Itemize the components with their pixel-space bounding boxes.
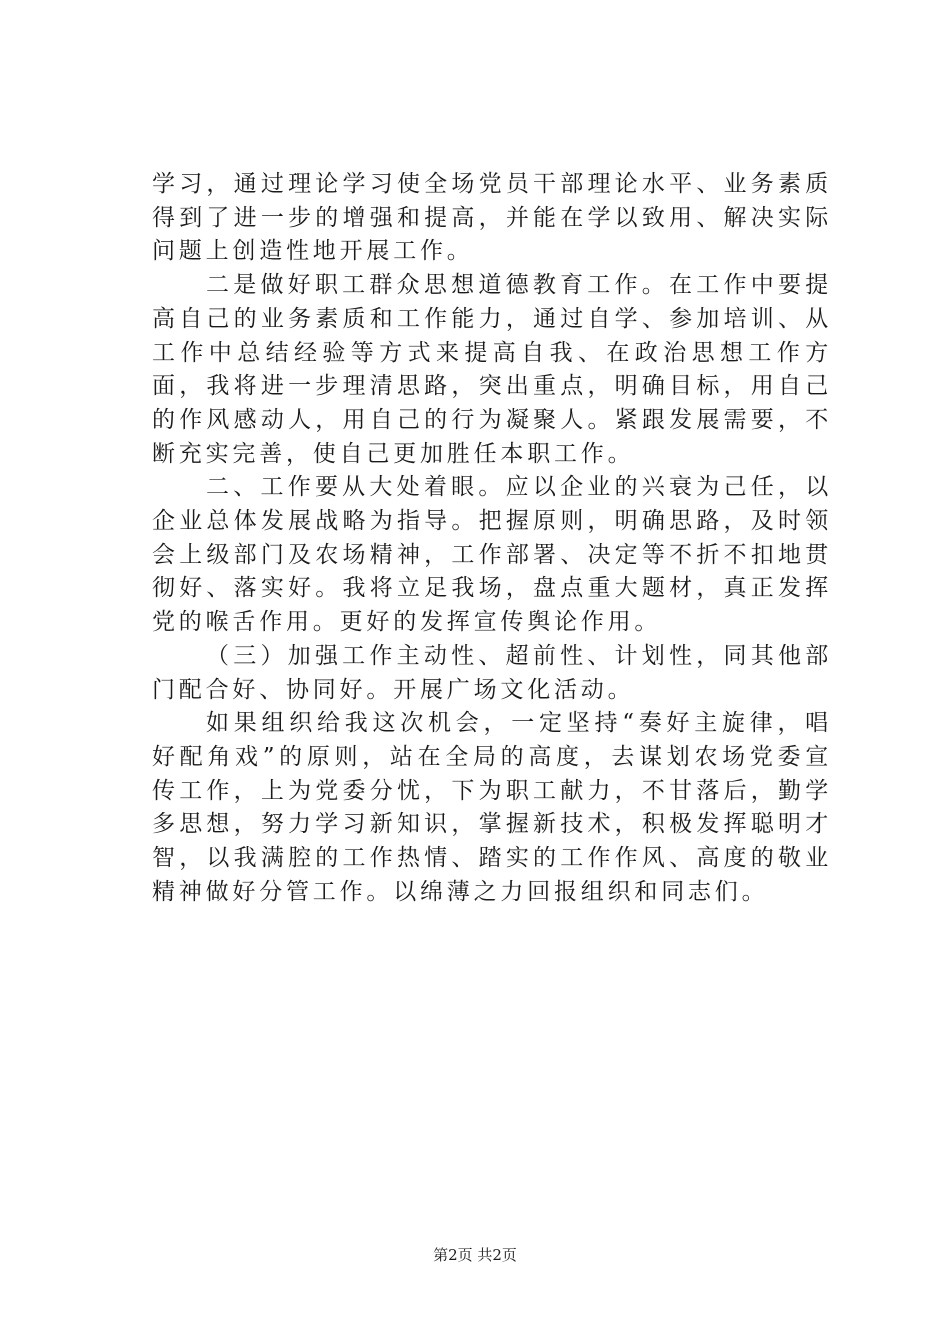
- paragraph-big-picture: 二、工作要从大处着眼。应以企业的兴衰为己任，以企业总体发展战略为指导。把握原则，明确思路，及时领会上级部门及农场精神，工作部署、决定等不折不扣地贯彻好、落实好。我将立足我场，盘点重大题材，真正发挥党的喉舌作用。更好的发挥宣传舆论作用。: [152, 474, 832, 636]
- page-footer: 第2页 共2页: [433, 1246, 517, 1264]
- paragraph-commitment: 如果组织给我这次机会，一定坚持“奏好主旋律，唱好配角戏”的原则，站在全局的高度，去谋划农场党委宣传工作，上为党委分忧，下为职工献力，不甘落后，勤学多思想，努力学习新知识，掌握新技术，积极发挥聪明才智，以我满腔的工作热情、踏实的工作作风、高度的敬业精神做好分管工作。以绵薄之力回报组织和同志们。: [152, 710, 832, 905]
- document-body: [152, 168, 832, 909]
- paragraph-moral-education: 二是做好职工群众思想道德教育工作。在工作中要提高自己的业务素质和工作能力，通过自学、参加培训、从工作中总结经验等方式来提高自我、在政治思想工作方面，我将进一步理清思路，突出重点，明确目标，用自己的作风感动人，用自己的行为凝聚人。紧跟发展需要，不断充实完善，使自己更加胜任本职工作。: [152, 272, 832, 467]
- paragraph-initiative: （三）加强工作主动性、超前性、计划性，同其他部门配合好、协同好。开展广场文化活动。: [152, 642, 832, 703]
- paragraph-continuation: 学习，通过理论学习使全场党员干部理论水平、业务素质得到了进一步的增强和提高，并能在学以致用、解决实际问题上创造性地开展工作。: [152, 171, 832, 265]
